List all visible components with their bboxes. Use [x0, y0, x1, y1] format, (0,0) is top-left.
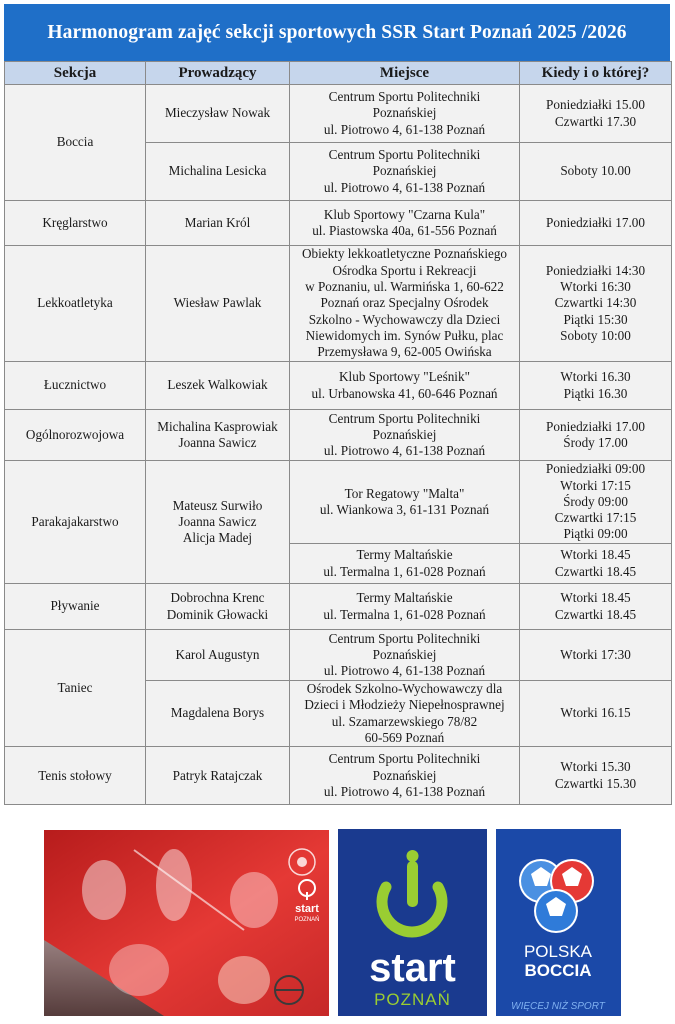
section-name: Łucznictwo [5, 362, 146, 410]
section-name: Taniec [5, 630, 146, 747]
when-cell: Poniedziałki 09:00 Wtorki 17:15 Środy 09:00 Czwartki 17:15 Piątki 09:00 [520, 461, 672, 544]
table-row [5, 201, 672, 246]
small-start-word: start [295, 903, 319, 915]
place-cell: Klub Sportowy "Leśnik" ul. Urbanowska 41, 60-646 Poznań [290, 362, 520, 410]
athletes-collage-image [44, 830, 329, 1016]
boccia-line2: BOCCIA [524, 961, 592, 980]
instructor-cell: Dobrochna Krenc Dominik Głowacki [146, 584, 290, 630]
section-name: Parakajakarstwo [5, 461, 146, 584]
instructor-cell: Karol Augustyn [146, 630, 290, 681]
table-row [5, 85, 672, 143]
instructor-cell: Mateusz Surwiło Joanna Sawicz Alicja Madej [146, 461, 290, 584]
place-cell: Centrum Sportu Politechniki Poznańskiej ul. Piotrowo 4, 61-138 Poznań [290, 410, 520, 461]
start-poznan-logo [338, 829, 487, 1016]
place-cell: Centrum Sportu Politechniki Poznańskiej ul. Piotrowo 4, 61-138 Poznań [290, 747, 520, 805]
header-instructor: Prowadzący [146, 62, 290, 85]
place-cell: Ośrodek Szkolno-Wychowawczy dla Dzieci i Młodzieży Niepełnosprawnej ul. Szamarzewskiego 78/82 60-569 Poznań [290, 681, 520, 747]
when-cell: Poniedziałki 17.00 [520, 201, 672, 246]
instructor-cell: Wiesław Pawlak [146, 246, 290, 362]
place-cell: Termy Maltańskie ul. Termalna 1, 61-028 Poznań [290, 584, 520, 630]
logos-strip [0, 826, 675, 1024]
place-cell: Centrum Sportu Politechniki Poznańskiej ul. Piotrowo 4, 61-138 Poznań [290, 630, 520, 681]
section-name: Tenis stołowy [5, 747, 146, 805]
when-cell: Wtorki 17:30 [520, 630, 672, 681]
when-cell: Wtorki 15.30 Czwartki 15.30 [520, 747, 672, 805]
table-header-row [5, 62, 672, 85]
small-start-city: POZNAŃ [294, 917, 320, 923]
table-row [5, 362, 672, 410]
when-cell: Wtorki 18.45 Czwartki 18.45 [520, 584, 672, 630]
when-cell: Poniedziałki 17.00 Środy 17.00 [520, 410, 672, 461]
instructor-cell: Marian Król [146, 201, 290, 246]
table-row [5, 584, 672, 630]
when-cell: Poniedziałki 15.00 Czwartki 17.30 [520, 85, 672, 143]
page-title: Harmonogram zajęć sekcji sportowych SSR Start Poznań 2025 /2026 [4, 4, 670, 61]
instructor-cell: Patryk Ratajczak [146, 747, 290, 805]
when-cell: Wtorki 16.30 Piątki 16.30 [520, 362, 672, 410]
section-name: Pływanie [5, 584, 146, 630]
header-section: Sekcja [5, 62, 146, 85]
when-cell: Wtorki 18.45 Czwartki 18.45 [520, 544, 672, 584]
when-cell: Poniedziałki 14:30 Wtorki 16:30 Czwartki 14:30 Piątki 15:30 Soboty 10:00 [520, 246, 672, 362]
place-cell: Tor Regatowy "Malta" ul. Wiankowa 3, 61-131 Poznań [290, 461, 520, 544]
place-cell: Obiekty lekkoatletyczne Poznańskiego Ośrodka Sportu i Rekreacji w Poznaniu, ul. Warmińska 1, 60-622 Poznań oraz Specjalny Ośrodek Szkolno - Wychowawczy dla Dzieci Niewidomych im. Synów Pułku, plac Przemysława 9, 62-005 Owińska [290, 246, 520, 362]
polska-boccia-logo [496, 829, 621, 1016]
table-row [5, 461, 672, 544]
instructor-cell: Mieczysław Nowak [146, 85, 290, 143]
place-cell: Centrum Sportu Politechniki Poznańskiej ul. Piotrowo 4, 61-138 Poznań [290, 143, 520, 201]
start-word: start [369, 946, 456, 990]
instructor-cell: Magdalena Borys [146, 681, 290, 747]
when-cell: Soboty 10.00 [520, 143, 672, 201]
place-cell: Centrum Sportu Politechniki Poznańskiej ul. Piotrowo 4, 61-138 Poznań [290, 85, 520, 143]
boccia-tagline: WIĘCEJ NIŻ SPORT [511, 1001, 605, 1012]
header-place: Miejsce [290, 62, 520, 85]
section-name: Ogólnorozwojowa [5, 410, 146, 461]
table-row [5, 246, 672, 362]
instructor-cell: Leszek Walkowiak [146, 362, 290, 410]
instructor-cell: Michalina Lesicka [146, 143, 290, 201]
section-name: Boccia [5, 85, 146, 201]
table-row [5, 410, 672, 461]
section-name: Lekkoatletyka [5, 246, 146, 362]
boccia-line1: POLSKA [523, 942, 593, 961]
table-row [5, 747, 672, 805]
header-when: Kiedy i o której? [520, 62, 672, 85]
place-cell: Termy Maltańskie ul. Termalna 1, 61-028 Poznań [290, 544, 520, 584]
schedule-table [4, 61, 672, 805]
start-city: POZNAŃ [374, 990, 451, 1009]
when-cell: Wtorki 16.15 [520, 681, 672, 747]
instructor-cell: Michalina Kasprowiak Joanna Sawicz [146, 410, 290, 461]
section-name: Kręglarstwo [5, 201, 146, 246]
place-cell: Klub Sportowy "Czarna Kula" ul. Piastowska 40a, 61-556 Poznań [290, 201, 520, 246]
table-row [5, 630, 672, 681]
